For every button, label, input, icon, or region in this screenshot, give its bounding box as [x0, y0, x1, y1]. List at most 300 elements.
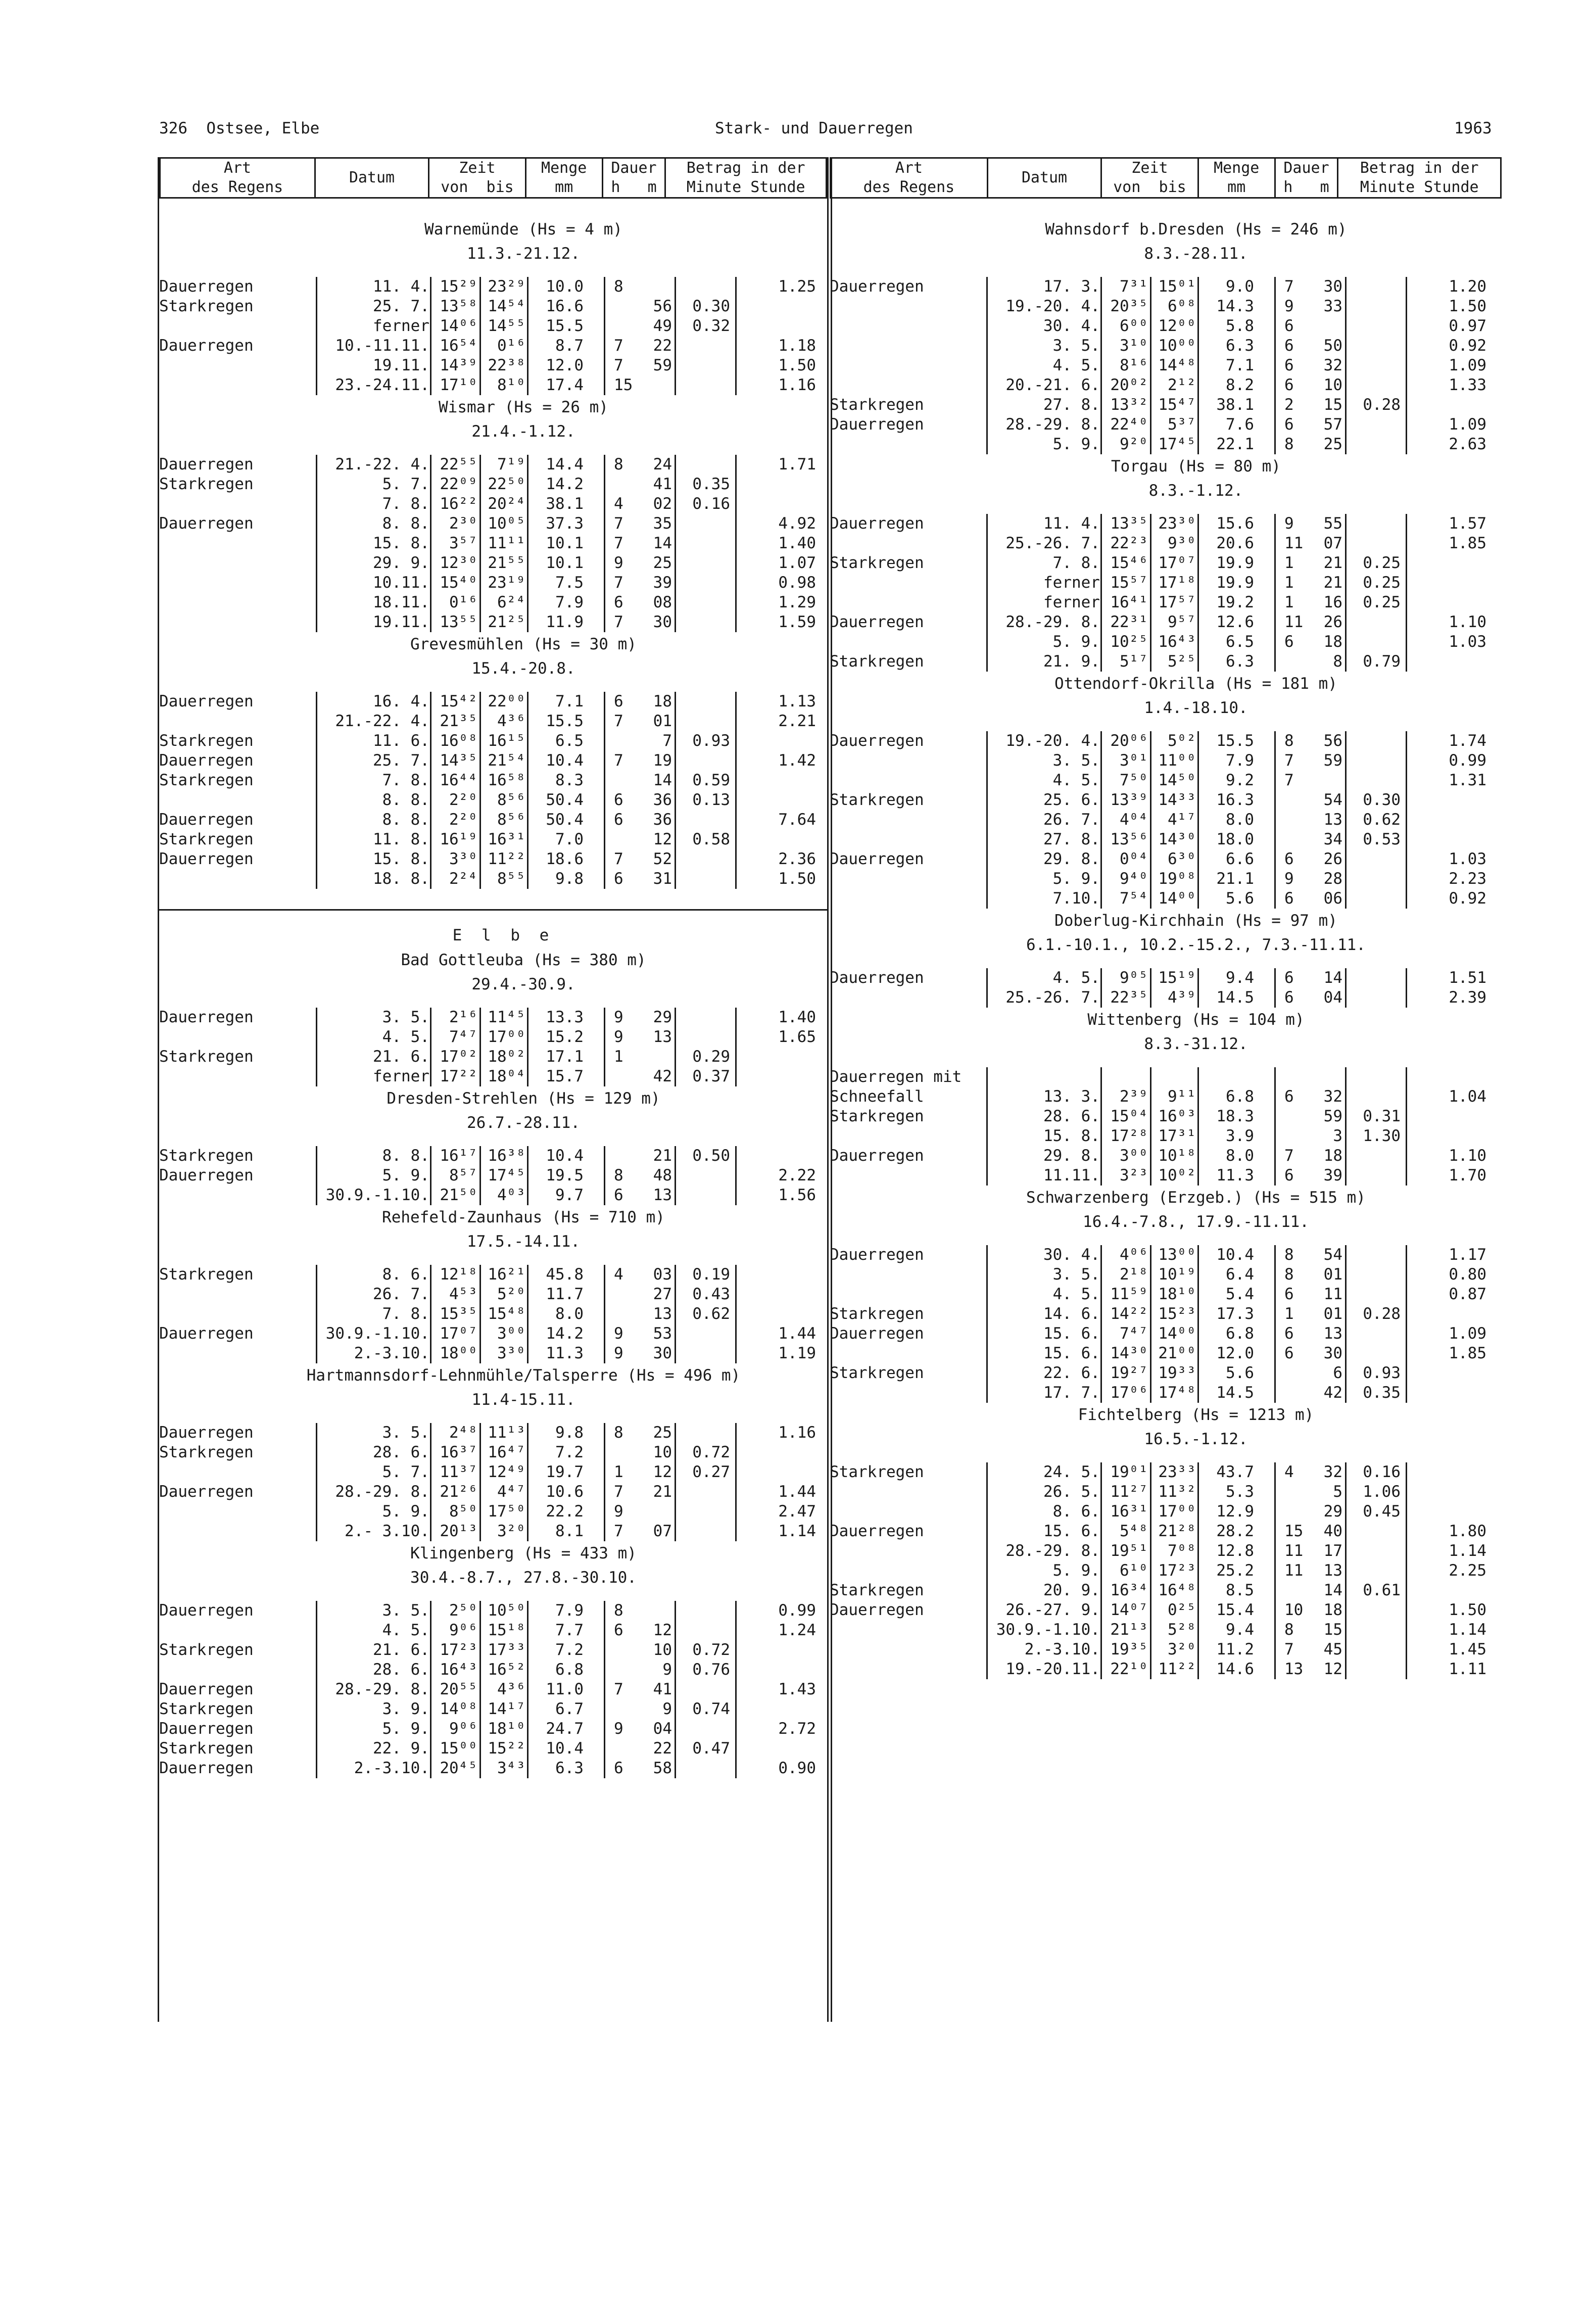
rain-type: Dauerregen — [159, 1483, 254, 1501]
time-from: 6¹⁰ — [1120, 1561, 1148, 1580]
rate-per-minute: 0.37 — [692, 1067, 730, 1085]
header-datum: Datum — [987, 158, 1101, 198]
rate-per-hour: 1.59 — [778, 613, 816, 631]
rate-per-minute: 0.16 — [1363, 1463, 1401, 1481]
amount: 5.6 — [1226, 1364, 1254, 1382]
duration-hours: 10 — [1284, 1601, 1304, 1619]
time-to: 16²¹ — [488, 1265, 525, 1284]
table-row — [830, 1541, 1502, 1561]
rate-per-hour: 0.98 — [778, 574, 816, 592]
duration-hours: 8 — [1284, 1621, 1294, 1639]
time-from: 21²⁶ — [440, 1483, 477, 1501]
header-betrag: Betrag in der Minute Stunde — [665, 158, 827, 198]
amount: 6.3 — [1226, 652, 1254, 671]
station-name: Klingenberg (Hs = 433 m) — [410, 1544, 637, 1562]
date: 19.11. — [373, 356, 429, 374]
duration-minutes: 6 — [1333, 1364, 1342, 1382]
time-to: 16³¹ — [488, 830, 525, 848]
date: 28.-29. 8. — [1005, 613, 1100, 631]
duration-minutes: 13 — [1323, 1561, 1342, 1580]
amount: 8.5 — [1226, 1581, 1254, 1599]
table-row — [830, 356, 1502, 375]
time-from: 13⁵⁸ — [440, 297, 477, 315]
table-row — [830, 553, 1502, 573]
time-from: 16³¹ — [1110, 1502, 1148, 1521]
date: 5. 9. — [1052, 435, 1100, 453]
station-rows — [830, 731, 1502, 909]
date: 13. 3. — [1043, 1087, 1100, 1106]
date: 19.11. — [373, 613, 429, 631]
duration-minutes: 18 — [653, 692, 672, 710]
date: 8. 8. — [382, 811, 429, 829]
amount: 8.0 — [555, 1305, 584, 1323]
date: 28. 6. — [1043, 1107, 1100, 1125]
duration-minutes: 07 — [1323, 534, 1342, 552]
amount: 6.7 — [555, 1700, 584, 1718]
duration-hours: 1 — [1284, 593, 1294, 611]
time-to: 16³⁸ — [488, 1147, 525, 1165]
time-from: 2³⁹ — [1120, 1087, 1148, 1106]
station-block — [830, 217, 1502, 454]
rate-per-hour: 0.90 — [778, 1759, 816, 1777]
table-row — [159, 790, 827, 810]
table-row — [159, 1304, 827, 1324]
rain-type: Dauerregen — [159, 692, 254, 710]
amount: 6.5 — [1226, 633, 1254, 651]
table-row — [159, 1759, 827, 1778]
rate-per-minute: 0.50 — [692, 1147, 730, 1165]
time-from: 3⁰¹ — [1120, 751, 1148, 770]
rain-type: Dauerregen — [830, 732, 924, 750]
duration-hours: 7 — [614, 751, 623, 770]
table-row — [159, 475, 827, 494]
table-row — [830, 968, 1502, 988]
time-to: 3²⁰ — [497, 1522, 525, 1540]
duration-hours: 6 — [1284, 633, 1294, 651]
station-rows — [159, 455, 827, 632]
duration-minutes: 25 — [653, 554, 672, 572]
time-to: 5⁰² — [1168, 732, 1196, 750]
date: 26.-27. 9. — [1005, 1601, 1100, 1619]
duration-hours: 8 — [1284, 732, 1294, 750]
time-to: 21²⁸ — [1158, 1522, 1196, 1540]
table-row — [830, 1344, 1502, 1363]
table-row — [830, 1581, 1502, 1600]
table-row — [159, 1719, 827, 1739]
time-from: 14²² — [1110, 1305, 1148, 1323]
time-from: 13³⁹ — [1110, 791, 1148, 809]
rate-per-minute: 0.59 — [692, 771, 730, 789]
amount: 7.7 — [555, 1621, 584, 1639]
date: 7. 8. — [1052, 554, 1100, 572]
rate-per-minute: 0.25 — [1363, 593, 1401, 611]
rain-type: Dauerregen — [830, 1324, 924, 1343]
rain-type: Starkregen — [830, 396, 924, 414]
rain-type: Dauerregen — [830, 850, 924, 868]
amount: 14.4 — [546, 455, 584, 473]
time-from: 7⁴⁷ — [449, 1028, 477, 1046]
table-row — [159, 336, 827, 356]
table-row — [159, 316, 827, 336]
station-rows — [830, 277, 1502, 454]
station-block — [830, 1185, 1502, 1403]
table-row — [159, 514, 827, 534]
amount: 19.9 — [1216, 574, 1254, 592]
rain-type: Dauerregen — [159, 850, 254, 868]
duration-hours: 1 — [1284, 574, 1294, 592]
rain-type: Schneefall — [830, 1087, 924, 1106]
duration-minutes: 59 — [1323, 1107, 1342, 1125]
rate-per-hour: 1.65 — [778, 1028, 816, 1046]
amount: 7.0 — [555, 830, 584, 848]
duration-hours: 8 — [614, 1166, 623, 1184]
amount: 14.5 — [1216, 988, 1254, 1007]
rain-type: Dauerregen — [159, 751, 254, 770]
amount: 24.7 — [546, 1720, 584, 1738]
date: 29. 8. — [1043, 1147, 1100, 1165]
date: 26. 5. — [1043, 1483, 1100, 1501]
amount: 9.8 — [555, 870, 584, 888]
time-to: 4⁰³ — [497, 1186, 525, 1204]
table-row — [159, 731, 827, 751]
rain-type: Dauerregen — [159, 1680, 254, 1698]
amount: 15.5 — [546, 712, 584, 730]
time-to: 17⁵⁰ — [488, 1502, 525, 1521]
rate-per-hour: 1.71 — [778, 455, 816, 473]
station-period: 8.3.-28.11. — [1144, 245, 1248, 263]
duration-minutes: 13 — [1323, 811, 1342, 829]
time-from: 12³⁰ — [440, 554, 477, 572]
time-to: 16⁴⁷ — [488, 1443, 525, 1461]
duration-minutes: 36 — [653, 791, 672, 809]
amount: 12.0 — [1216, 1344, 1254, 1362]
table-row — [159, 534, 827, 553]
time-from: 14³⁹ — [440, 356, 477, 374]
amount: 5.8 — [1226, 317, 1254, 335]
time-from: 4⁵³ — [449, 1285, 477, 1303]
right-column — [830, 217, 1502, 1679]
duration-hours: 9 — [1284, 297, 1294, 315]
rate-per-minute: 0.53 — [1363, 830, 1401, 848]
station-rows — [159, 1423, 827, 1541]
date: 27. 8. — [1043, 396, 1100, 414]
table-row — [830, 632, 1502, 652]
rain-type: Starkregen — [830, 1364, 924, 1382]
rate-per-minute: 0.45 — [1363, 1502, 1401, 1521]
station-block — [159, 1086, 827, 1205]
time-from: 20⁰² — [1110, 376, 1148, 394]
duration-minutes: 31 — [653, 870, 672, 888]
station-rows — [159, 1008, 827, 1086]
duration-minutes: 42 — [1323, 1384, 1342, 1402]
time-from: 15⁵⁷ — [1110, 574, 1148, 592]
time-from: 15⁰⁴ — [1110, 1107, 1148, 1125]
time-from: 21⁵⁰ — [440, 1186, 477, 1204]
duration-minutes: 29 — [653, 1008, 672, 1026]
duration-hours: 7 — [614, 1522, 623, 1540]
rate-per-hour: 1.50 — [1449, 1601, 1486, 1619]
rain-type: Dauerregen — [159, 1720, 254, 1738]
table-row — [830, 1561, 1502, 1581]
time-to: 22³⁸ — [488, 356, 525, 374]
time-to: 16¹⁵ — [488, 732, 525, 750]
page-title: Stark- und Dauerregen — [715, 119, 913, 137]
table-row — [159, 771, 827, 790]
date: 15. 8. — [373, 850, 429, 868]
rate-per-hour: 1.19 — [778, 1344, 816, 1362]
rain-type: Starkregen — [830, 1305, 924, 1323]
date: ferner — [373, 317, 429, 335]
amount: 19.7 — [546, 1463, 584, 1481]
duration-hours: 7 — [614, 712, 623, 730]
time-from: 22³¹ — [1110, 613, 1148, 631]
amount: 25.2 — [1216, 1561, 1254, 1580]
time-from: 17²⁸ — [1110, 1127, 1148, 1145]
duration-minutes: 12 — [653, 830, 672, 848]
duration-minutes: 25 — [653, 1424, 672, 1442]
time-to: 14³⁰ — [1158, 830, 1196, 848]
table-row — [830, 612, 1502, 632]
date: 3. 5. — [1052, 1265, 1100, 1284]
table-row — [830, 297, 1502, 316]
table-row — [159, 869, 827, 889]
time-to: 11²² — [488, 850, 525, 868]
date: 27. 8. — [1043, 830, 1100, 848]
date: 8. 8. — [382, 791, 429, 809]
date: 17. 7. — [1043, 1384, 1100, 1402]
date: 2.-3.10. — [1024, 1640, 1100, 1658]
duration-minutes: 14 — [1323, 969, 1342, 987]
time-from: 17²³ — [440, 1641, 477, 1659]
duration-minutes: 39 — [1323, 1166, 1342, 1184]
duration-minutes: 48 — [653, 1166, 672, 1184]
duration-hours: 6 — [614, 1186, 623, 1204]
time-to: 8⁵⁶ — [497, 811, 525, 829]
date: 30. 4. — [1043, 317, 1100, 335]
rain-type: Dauerregen — [830, 277, 924, 296]
time-from: 21¹³ — [1110, 1621, 1148, 1639]
duration-minutes: 10 — [653, 1641, 672, 1659]
duration-minutes: 12 — [1323, 1660, 1342, 1678]
duration-minutes: 59 — [1323, 751, 1342, 770]
table-row — [830, 889, 1502, 909]
rate-per-minute: 0.28 — [1363, 396, 1401, 414]
time-from: 20¹³ — [440, 1522, 477, 1540]
date: 29. 9. — [373, 554, 429, 572]
date: 19.-20. 4. — [1005, 297, 1100, 315]
time-to: 10¹⁹ — [1158, 1265, 1196, 1284]
time-to: 17⁴⁵ — [488, 1166, 525, 1184]
duration-hours: 1 — [1284, 554, 1294, 572]
amount: 43.7 — [1216, 1463, 1254, 1481]
date: 15. 6. — [1043, 1522, 1100, 1540]
amount: 14.5 — [1216, 1384, 1254, 1402]
table-row — [830, 1462, 1502, 1482]
rate-per-minute: 0.43 — [692, 1285, 730, 1303]
time-to: 17⁵⁷ — [1158, 593, 1196, 611]
date: 28. 6. — [373, 1661, 429, 1679]
duration-minutes: 57 — [1323, 415, 1342, 434]
rate-per-hour: 0.99 — [778, 1601, 816, 1620]
time-from: 7⁵⁰ — [1120, 771, 1148, 789]
duration-minutes: 22 — [653, 1739, 672, 1758]
duration-minutes: 58 — [653, 1759, 672, 1777]
amount: 14.2 — [546, 475, 584, 493]
table-row — [159, 1324, 827, 1344]
rate-per-hour: 1.17 — [1449, 1246, 1486, 1264]
duration-hours: 6 — [614, 1759, 623, 1777]
table-row — [830, 415, 1502, 435]
amount: 37.3 — [546, 514, 584, 533]
rate-per-hour: 1.80 — [1449, 1522, 1486, 1540]
rate-per-hour: 2.47 — [778, 1502, 816, 1521]
duration-minutes: 8 — [1333, 652, 1342, 671]
rate-per-hour: 0.92 — [1449, 337, 1486, 355]
time-from: 7⁵⁴ — [1120, 889, 1148, 908]
duration-hours: 6 — [1284, 1087, 1294, 1106]
duration-minutes: 21 — [1323, 554, 1342, 572]
rain-type: Starkregen — [159, 732, 254, 750]
duration-hours: 8 — [1284, 1246, 1294, 1264]
page-number: 326 — [159, 119, 187, 137]
station-name: Wittenberg (Hs = 104 m) — [1087, 1011, 1305, 1029]
rain-type: Dauerregen — [159, 277, 254, 296]
amount: 8.1 — [555, 1522, 584, 1540]
table-row — [159, 751, 827, 771]
rain-type: Starkregen — [159, 475, 254, 493]
rain-type: Dauerregen — [830, 613, 924, 631]
rain-type: Starkregen — [830, 1463, 924, 1481]
duration-hours: 1 — [614, 1463, 623, 1481]
station-name: Warnemünde (Hs = 4 m) — [424, 220, 622, 239]
time-to: 21⁵⁴ — [488, 751, 525, 770]
time-to: 3⁰⁰ — [497, 1324, 525, 1343]
amount: 10.4 — [546, 1147, 584, 1165]
amount: 14.6 — [1216, 1660, 1254, 1678]
date: 7. 8. — [382, 1305, 429, 1323]
time-from: 3¹⁰ — [1120, 337, 1148, 355]
time-from: 20⁰⁶ — [1110, 732, 1148, 750]
time-to: 5²⁰ — [497, 1285, 525, 1303]
duration-minutes: 41 — [653, 475, 672, 493]
table-row — [159, 1482, 827, 1502]
station-period: 16.4.-7.8., 17.9.-11.11. — [1083, 1213, 1309, 1231]
rain-type: Dauerregen — [830, 1246, 924, 1264]
rate-per-minute: 0.61 — [1363, 1581, 1401, 1599]
time-from: 2²⁰ — [449, 811, 477, 829]
duration-minutes: 32 — [1323, 356, 1342, 374]
table-row — [830, 1383, 1502, 1403]
table-row — [830, 790, 1502, 810]
date: 15. 8. — [373, 534, 429, 552]
date: 28. 6. — [373, 1443, 429, 1461]
time-to: 23³⁰ — [1158, 514, 1196, 533]
table-row — [159, 593, 827, 612]
time-to: 4³⁹ — [1168, 988, 1196, 1007]
duration-minutes: 18 — [1323, 1147, 1342, 1165]
rate-per-hour: 2.21 — [778, 712, 816, 730]
amount: 6.3 — [1226, 337, 1254, 355]
table-row — [830, 849, 1502, 869]
duration-minutes: 22 — [653, 337, 672, 355]
amount: 12.9 — [1216, 1502, 1254, 1521]
date: 21. 6. — [373, 1048, 429, 1066]
amount: 19.9 — [1216, 554, 1254, 572]
time-to: 10⁵⁰ — [488, 1601, 525, 1620]
rain-type: Starkregen — [159, 1048, 254, 1066]
amount: 9.7 — [555, 1186, 584, 1204]
duration-minutes: 7 — [662, 732, 672, 750]
time-to: 10⁰⁵ — [488, 514, 525, 533]
rain-type: Dauerregen — [159, 811, 254, 829]
station-name: Fichtelberg (Hs = 1213 m) — [1078, 1406, 1314, 1424]
time-to: 11¹³ — [488, 1424, 525, 1442]
duration-minutes: 13 — [1323, 1324, 1342, 1343]
amount: 6.6 — [1226, 850, 1254, 868]
station-name: Rehefeld-Zaunhaus (Hs = 710 m) — [382, 1208, 665, 1226]
time-from: 19³⁵ — [1110, 1640, 1148, 1658]
rate-per-hour: 1.14 — [1449, 1621, 1486, 1639]
time-from: 2⁴⁸ — [449, 1424, 477, 1442]
duration-minutes: 49 — [653, 317, 672, 335]
time-to: 14⁴⁸ — [1158, 356, 1196, 374]
duration-minutes: 14 — [653, 771, 672, 789]
amount: 7.6 — [1226, 415, 1254, 434]
amount: 15.2 — [546, 1028, 584, 1046]
duration-hours: 6 — [614, 811, 623, 829]
rate-per-hour: 1.20 — [1449, 277, 1486, 296]
table-row — [830, 830, 1502, 849]
date: 11. 4. — [1043, 514, 1100, 533]
duration-hours: 8 — [614, 1601, 623, 1620]
rate-per-hour: 1.40 — [778, 1008, 816, 1026]
duration-hours: 8 — [614, 277, 623, 296]
date: 14. 6. — [1043, 1305, 1100, 1323]
duration-hours: 9 — [614, 1502, 623, 1521]
rain-type: Dauerregen — [159, 1424, 254, 1442]
amount: 17.3 — [1216, 1305, 1254, 1323]
duration-minutes: 02 — [653, 495, 672, 513]
station-period: 17.5.-14.11. — [467, 1232, 580, 1251]
time-from: 22⁴⁰ — [1110, 415, 1148, 434]
duration-hours: 11 — [1284, 534, 1304, 552]
date: 5. 9. — [382, 1720, 429, 1738]
rain-type: Dauerregen mit — [830, 1068, 962, 1086]
rain-type: Starkregen — [830, 1107, 924, 1125]
amount: 11.0 — [546, 1680, 584, 1698]
date: 20.-21. 6. — [1005, 376, 1100, 394]
date: 4. 5. — [382, 1621, 429, 1639]
time-to: 17⁴⁵ — [1158, 435, 1196, 453]
time-to: 2¹² — [1168, 376, 1196, 394]
time-to: 17¹⁸ — [1158, 574, 1196, 592]
date: 4. 5. — [1052, 1285, 1100, 1303]
table-row — [159, 1027, 827, 1047]
table-row — [830, 1166, 1502, 1185]
rate-per-minute: 0.32 — [692, 317, 730, 335]
rate-per-hour: 1.51 — [1449, 969, 1486, 987]
station-block — [159, 1541, 827, 1778]
rain-type: Starkregen — [159, 297, 254, 315]
rain-type: Starkregen — [159, 1443, 254, 1461]
rain-type: Starkregen — [159, 1641, 254, 1659]
rate-per-minute: 0.31 — [1363, 1107, 1401, 1125]
table-row — [159, 356, 827, 375]
table-row — [159, 692, 827, 712]
rate-per-minute: 0.30 — [692, 297, 730, 315]
date: 8. 8. — [382, 514, 429, 533]
time-from: 15⁴⁶ — [1110, 554, 1148, 572]
